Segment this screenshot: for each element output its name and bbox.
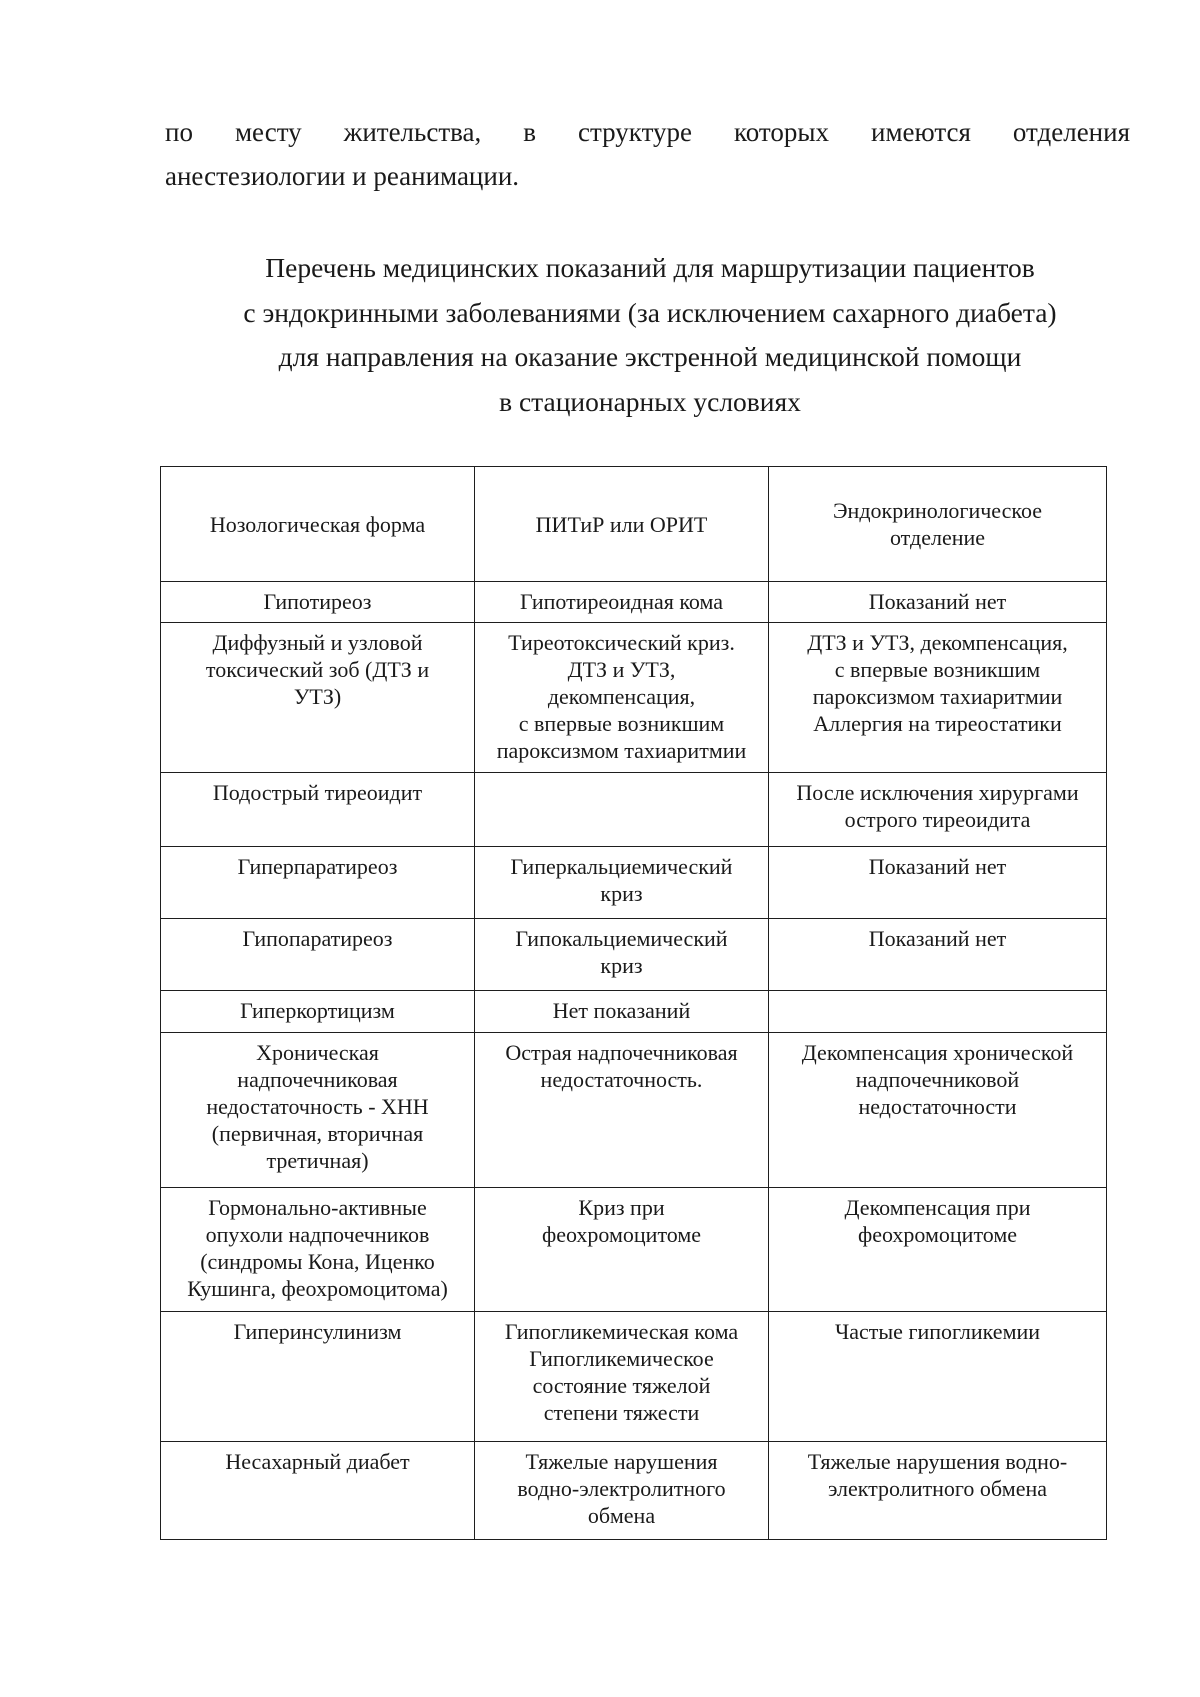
table-row [161, 991, 1107, 1033]
cell-nosology: Гипопаратиреоз [161, 919, 475, 991]
table-row [161, 1312, 1107, 1442]
table-header-row [161, 467, 1107, 582]
table-row [161, 773, 1107, 847]
table-row [161, 919, 1107, 991]
cell-endocrinology: Показаний нет [769, 919, 1107, 991]
cell-icu: Гипотиреоидная кома [475, 582, 769, 623]
routing-table [160, 466, 1107, 1540]
cell-endocrinology: Декомпенсация хронической надпочечниковой недостаточности [769, 1033, 1107, 1188]
cell-icu: Гипогликемическая кома Гипогликемическое состояние тяжелой степени тяжести [475, 1312, 769, 1442]
intro-line-2: анестезиологии и реанимации. [165, 161, 520, 191]
cell-endocrinology: ДТЗ и УТЗ, декомпенсация, с впервые возникшим пароксизмом тахиаритмии Аллергия на тиреостатики [769, 623, 1107, 773]
cell-nosology: Гиперинсулинизм [161, 1312, 475, 1442]
cell-endocrinology: Частые гипогликемии [769, 1312, 1107, 1442]
cell-endocrinology: Тяжелые нарушения водно- электролитного обмена [769, 1442, 1107, 1540]
cell-nosology: Гипотиреоз [161, 582, 475, 623]
intro-paragraph [165, 110, 1130, 198]
heading-line-4: в стационарных условиях [499, 385, 801, 417]
heading-line-3: для направления на оказание экстренной медицинской помощи [278, 341, 1022, 372]
table-row [161, 847, 1107, 919]
table-row [161, 1033, 1107, 1188]
cell-nosology: Хроническая надпочечниковая недостаточность - ХНН (первичная, вторичная третичная) [161, 1033, 475, 1188]
cell-endocrinology: После исключения хирургами острого тиреоидита [769, 773, 1107, 847]
table-row [161, 623, 1107, 773]
cell-icu: Гиперкальциемический криз [475, 847, 769, 919]
cell-icu [475, 773, 769, 847]
cell-nosology: Подострый тиреоидит [161, 773, 475, 847]
cell-nosology: Несахарный диабет [161, 1442, 475, 1540]
cell-endocrinology: Декомпенсация при феохромоцитоме [769, 1188, 1107, 1312]
intro-line-1: по месту жительства, в структуре которых имеются отделения [165, 117, 1130, 147]
cell-icu: Тиреотоксический криз. ДТЗ и УТЗ, декомпенсация, с впервые возникшим пароксизмом тахиаритмии [475, 623, 769, 773]
cell-icu: Тяжелые нарушения водно-электролитного обмена [475, 1442, 769, 1540]
cell-nosology: Гормонально-активные опухоли надпочечников (синдромы Кона, Иценко Кушинга, феохромоцитома) [161, 1188, 475, 1312]
cell-endocrinology: Показаний нет [769, 582, 1107, 623]
cell-nosology: Гиперкортицизм [161, 991, 475, 1033]
table-row [161, 1442, 1107, 1540]
heading-line-2: с эндокринными заболеваниями (за исключением сахарного диабета) [243, 296, 1057, 328]
header-nosological-form: Нозологическая форма [161, 467, 475, 582]
cell-nosology: Гиперпаратиреоз [161, 847, 475, 919]
cell-icu: Острая надпочечниковая недостаточность. [475, 1033, 769, 1188]
cell-icu: Гипокальциемический криз [475, 919, 769, 991]
table-row [161, 582, 1107, 623]
cell-endocrinology: Показаний нет [769, 847, 1107, 919]
table-row [161, 1188, 1107, 1312]
document-heading [150, 246, 1150, 424]
header-icu: ПИТиР или ОРИТ [475, 467, 769, 582]
cell-icu: Криз при феохромоцитоме [475, 1188, 769, 1312]
cell-nosology: Диффузный и узловой токсический зоб (ДТЗ и УТЗ) [161, 623, 475, 773]
cell-icu: Нет показаний [475, 991, 769, 1033]
heading-line-1: Перечень медицинских показаний для маршрутизации пациентов [265, 252, 1035, 283]
header-endocrinology-dept: Эндокринологическое отделение [769, 467, 1107, 582]
cell-endocrinology [769, 991, 1107, 1033]
